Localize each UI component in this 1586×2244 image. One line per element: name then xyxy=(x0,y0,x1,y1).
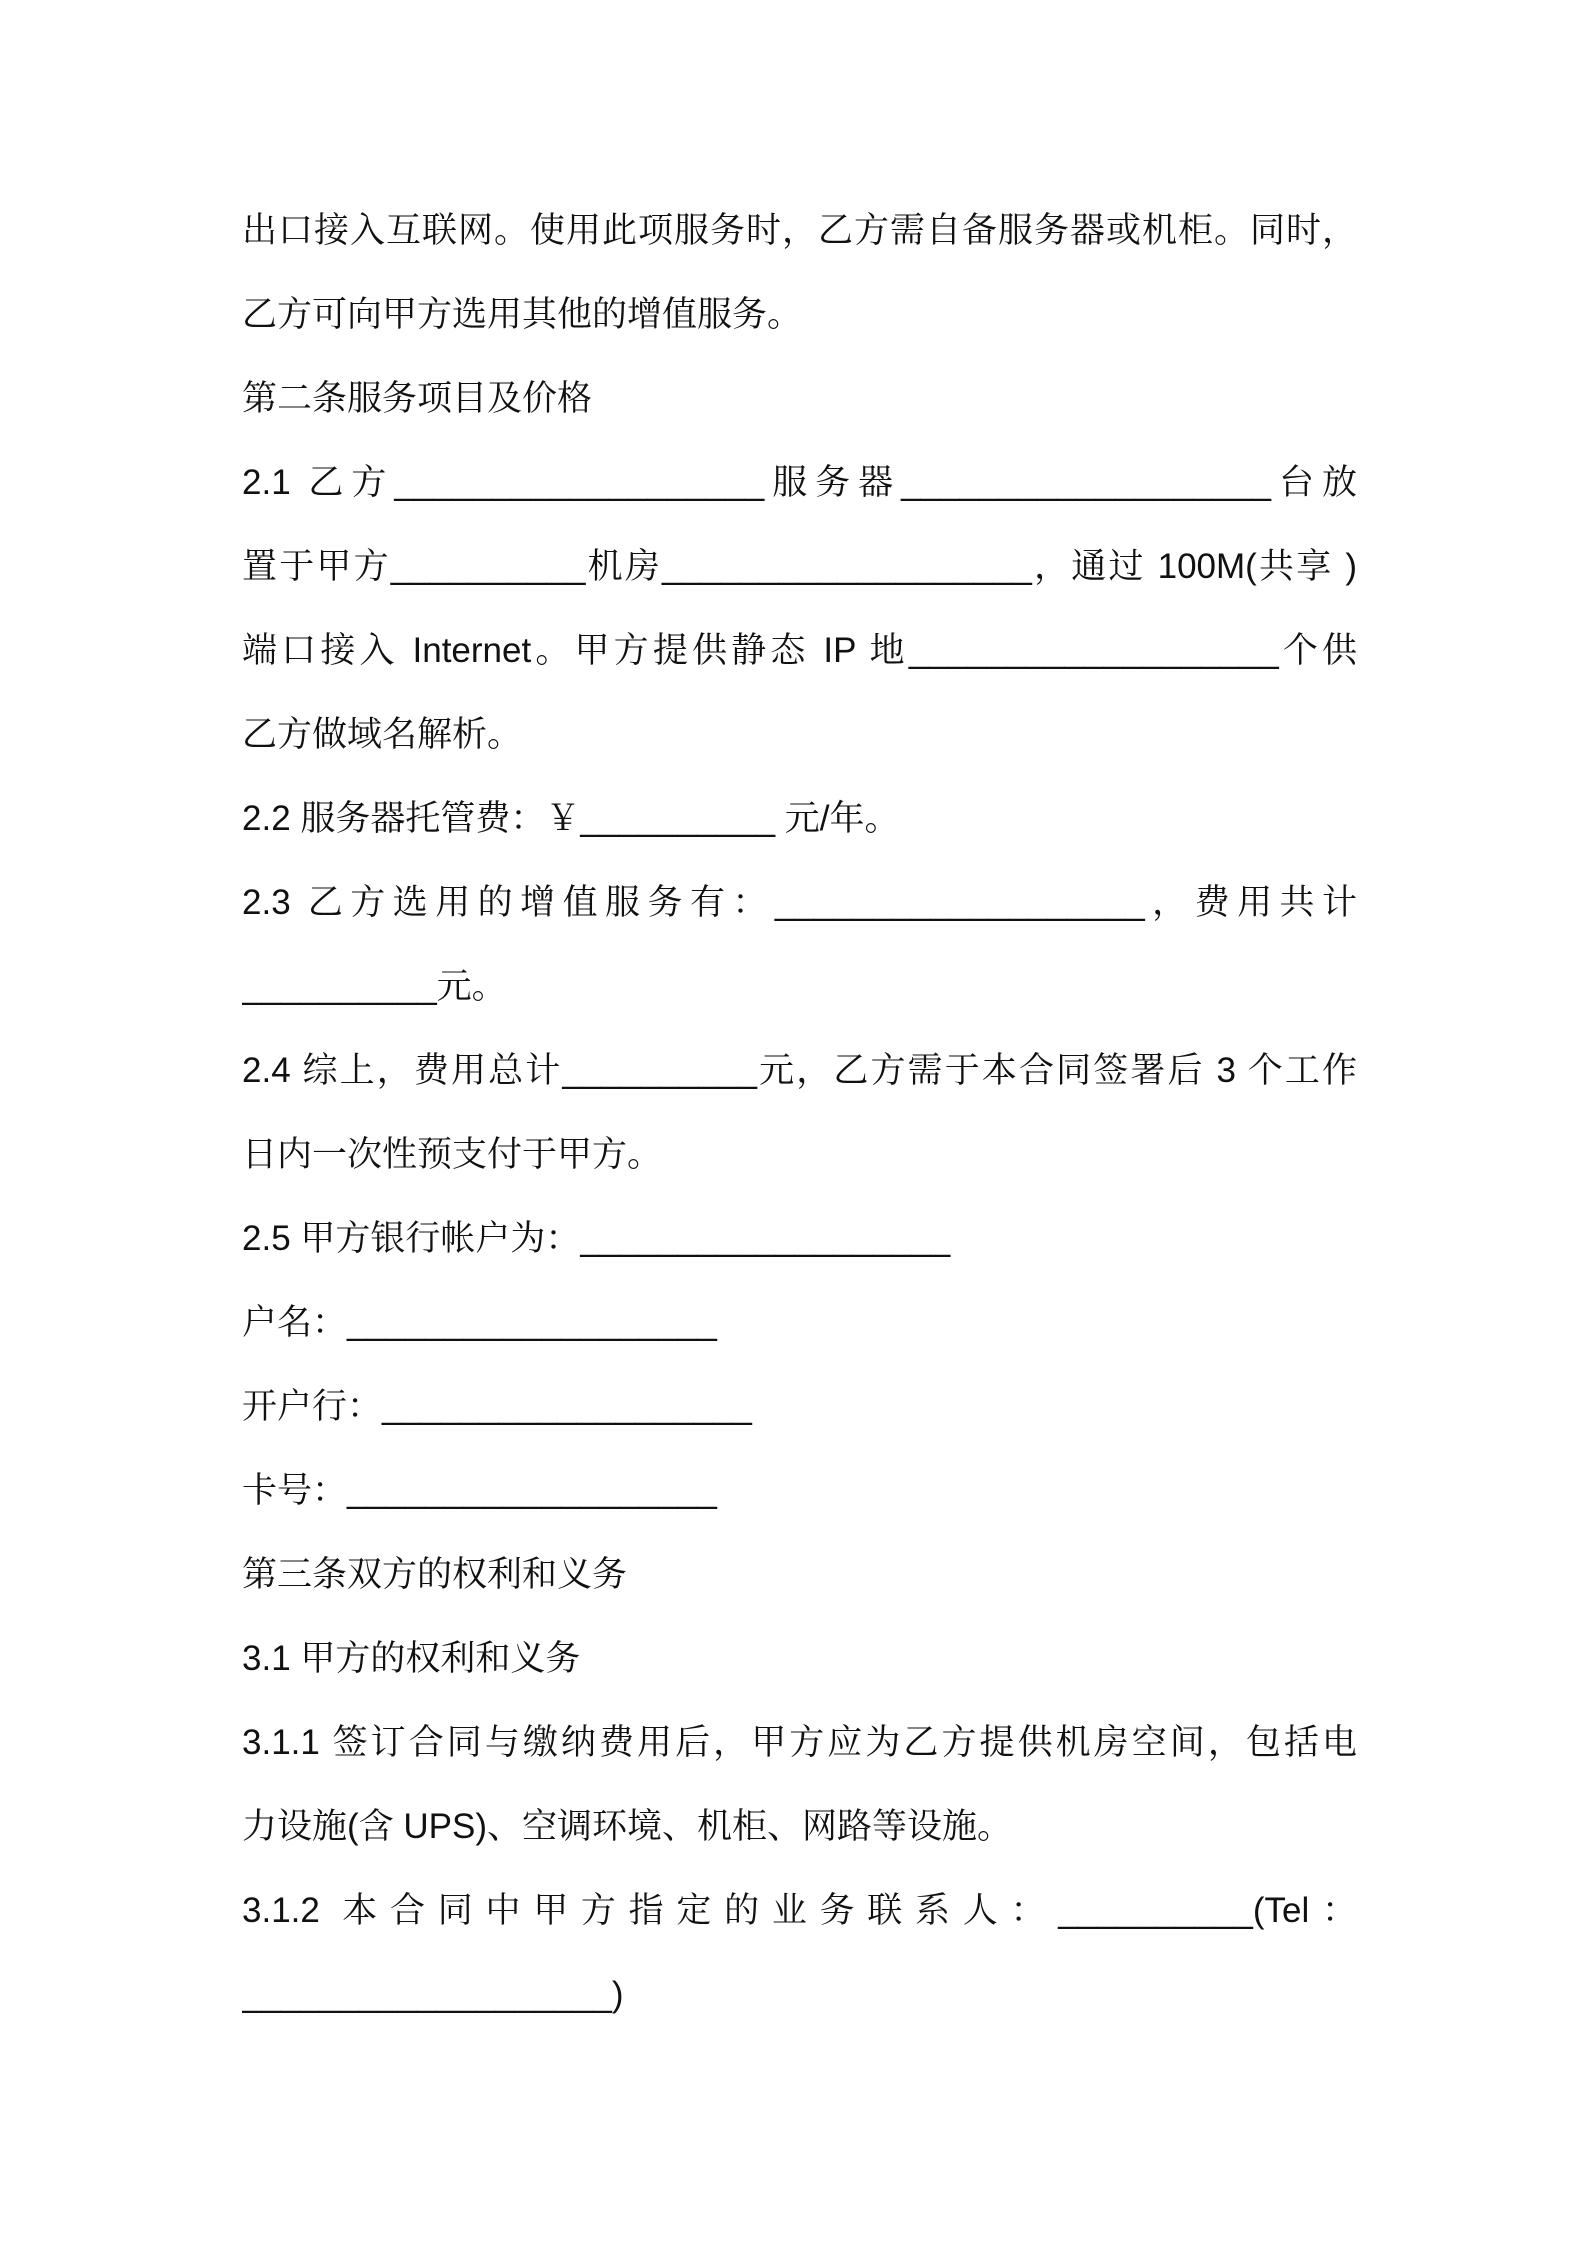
account-name-line: 户名：___________________ xyxy=(242,1303,717,1342)
clause-3-1-1-line: 力设施(含 UPS)、空调环境、机柜、网路等设施。 xyxy=(242,1807,1013,1846)
clause-2-2-hosting-fee: 2.2 服务器托管费：￥__________ 元/年。 xyxy=(242,799,900,838)
clause-2-1-line: 2.1 乙方___________________服务器___________________台放 xyxy=(242,463,1357,502)
card-number-line: 卡号：___________________ xyxy=(242,1471,717,1510)
clause-2-4-line: 日内一次性预支付于甲方。 xyxy=(242,1135,663,1174)
clause-2-3-line: 2.3 乙方选用的增值服务有：___________________，费用共计 xyxy=(242,883,1357,922)
clause-2-1-line: 端口接入 Internet。甲方提供静态 IP 地___________________个供 xyxy=(242,631,1357,670)
bank-branch-line: 开户行：___________________ xyxy=(242,1387,752,1426)
clause-3-1-2-line: ___________________) xyxy=(242,1975,624,2014)
clause-3-1-1-line: 3.1.1 签订合同与缴纳费用后，甲方应为乙方提供机房空间，包括电 xyxy=(242,1723,1357,1762)
document-body xyxy=(242,189,1357,2037)
article-heading: 第二条服务项目及价格 xyxy=(242,379,593,418)
article-heading: 第三条双方的权利和义务 xyxy=(242,1555,628,1594)
section-heading: 3.1 甲方的权利和义务 xyxy=(242,1639,581,1678)
paragraph-line: 乙方可向甲方选用其他的增值服务。 xyxy=(242,295,803,334)
clause-2-1-line: 置于甲方__________机房___________________，通过 100M(共享 ) xyxy=(242,547,1357,586)
paragraph-line: 出口接入互联网。使用此项服务时，乙方需自备服务器或机柜。同时， xyxy=(242,211,1357,250)
clause-2-5-bank-account: 2.5 甲方银行帐户为：___________________ xyxy=(242,1219,951,1258)
clause-3-1-2-line: 3.1.2 本合同中甲方指定的业务联系人：__________(Tel： xyxy=(242,1891,1357,1930)
clause-2-3-line: __________元。 xyxy=(242,967,507,1006)
clause-2-1-line: 乙方做域名解析。 xyxy=(242,715,523,754)
clause-2-4-line: 2.4 综上，费用总计__________元，乙方需于本合同签署后 3 个工作 xyxy=(242,1051,1357,1090)
